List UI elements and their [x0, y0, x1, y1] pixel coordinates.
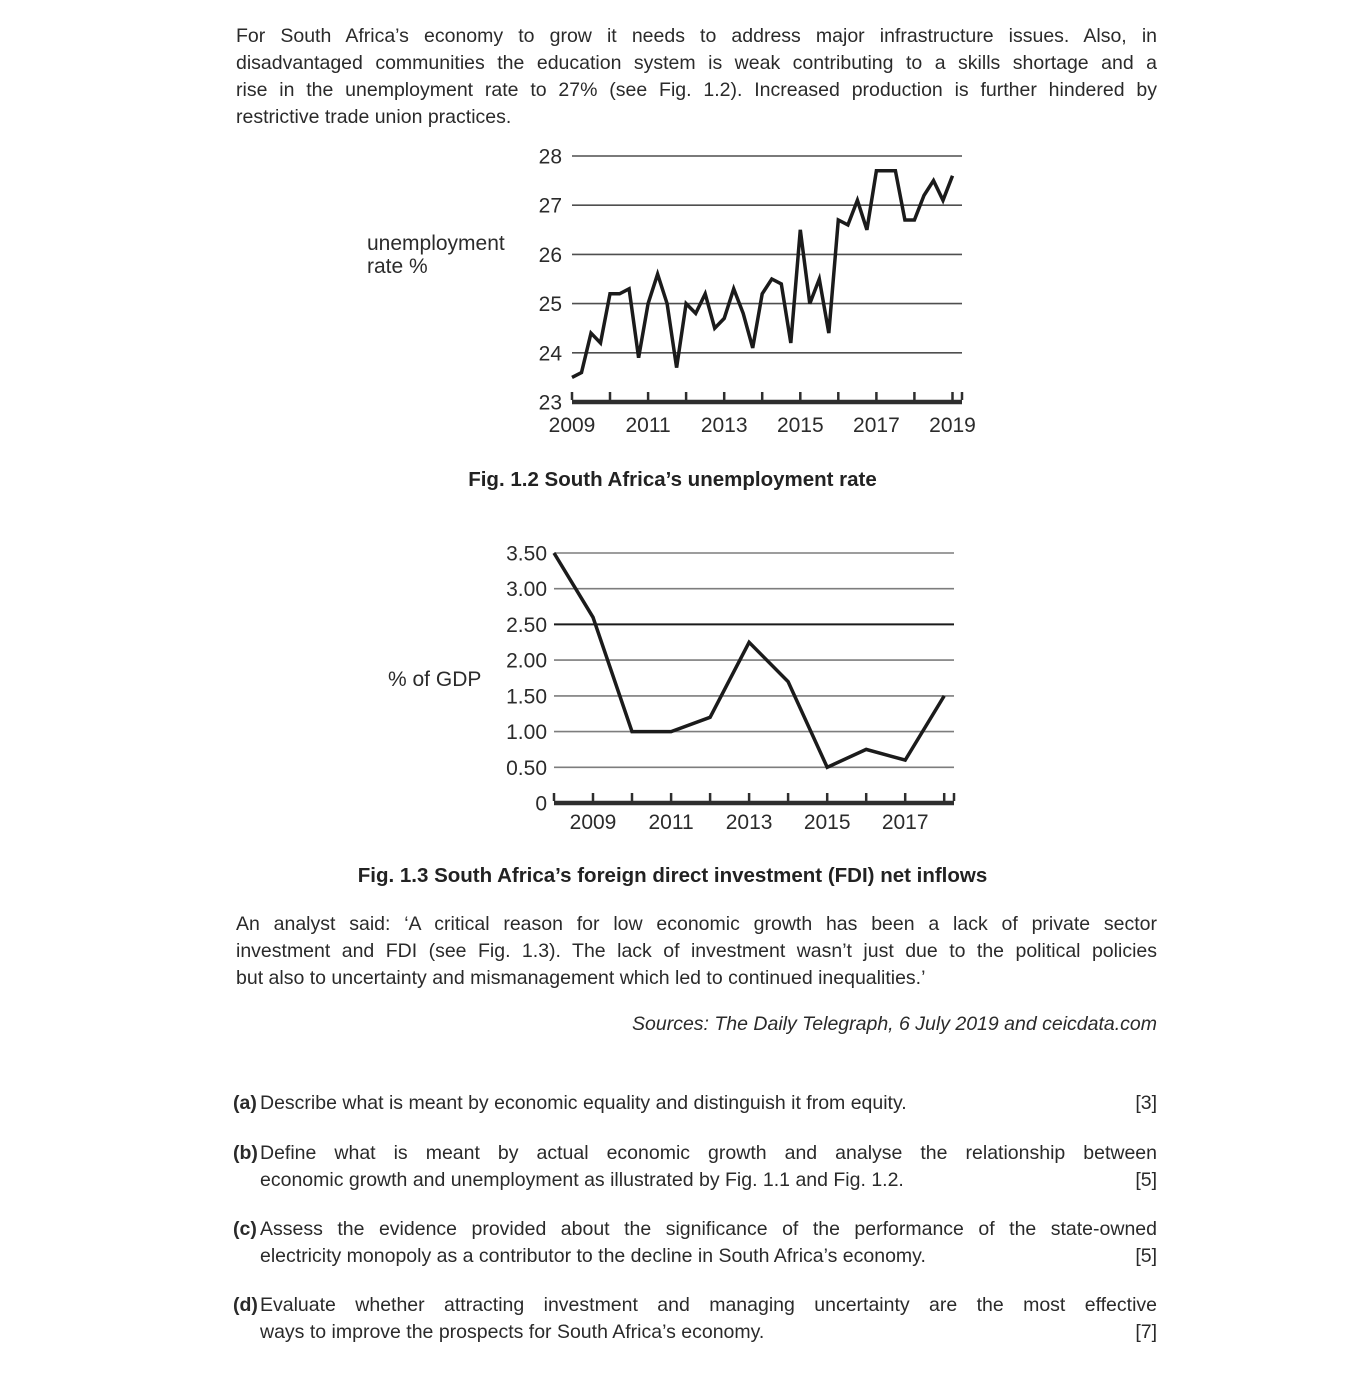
unemployment-rate-line-chart: [350, 140, 980, 450]
svg-text:2015: 2015: [776, 414, 824, 437]
question-mark: [5]: [1135, 1169, 1157, 1191]
svg-text:3.00: 3.00: [506, 578, 547, 602]
question-text: Evaluate whether attracting investment and managing uncertainty are the most effective: [260, 1294, 1157, 1316]
question-a: [233, 1090, 1157, 1117]
intro-paragraph: [236, 23, 1157, 131]
question-text: ways to improve the prospects for South Africa’s economy.: [260, 1321, 765, 1343]
svg-text:23: 23: [538, 391, 562, 415]
paragraph-line: An analyst said: ‘A critical reason for low economic growth has been a lack of private sector: [236, 913, 1157, 935]
svg-text:1.00: 1.00: [506, 721, 547, 745]
svg-text:0.50: 0.50: [506, 756, 547, 780]
question-text: Assess the evidence provided about the significance of the performance of the state-owned: [260, 1218, 1157, 1240]
paragraph-line: For South Africa’s economy to grow it needs to address major infrastructure issues. Also, in: [236, 25, 1157, 47]
svg-text:2.00: 2.00: [506, 649, 547, 673]
question-c: [233, 1216, 1157, 1270]
question-label: (d): [233, 1294, 258, 1316]
paragraph-line: investment and FDI (see Fig. 1.3). The lack of investment wasn’t just due to the political policies: [236, 940, 1157, 962]
question-mark: [3]: [1135, 1092, 1157, 1114]
svg-text:1.50: 1.50: [506, 685, 547, 709]
svg-text:26: 26: [538, 243, 562, 267]
fdi-net-inflows-line-chart: [350, 535, 980, 845]
question-label: (a): [233, 1092, 257, 1114]
svg-text:2015: 2015: [803, 811, 851, 834]
fig-1-2-caption: Fig. 1.2 South Africa’s unemployment rate: [468, 468, 877, 491]
sources-line: Sources: The Daily Telegraph, 6 July 2019 and ceicdata.com: [632, 1013, 1157, 1035]
svg-text:unemployment: unemployment: [367, 232, 505, 255]
fig-1-3-caption: Fig. 1.3 South Africa’s foreign direct investment (FDI) net inflows: [357, 864, 988, 887]
svg-text:28: 28: [538, 145, 562, 169]
paragraph-line: but also to uncertainty and mismanagement which led to continued inequalities.’: [236, 967, 926, 989]
paragraph-line: disadvantaged communities the education system is weak contributing to a skills shortage and a: [236, 52, 1157, 74]
question-text: economic growth and unemployment as illustrated by Fig. 1.1 and Fig. 1.2.: [260, 1169, 904, 1191]
svg-text:2009: 2009: [569, 811, 617, 834]
svg-text:2013: 2013: [700, 414, 748, 437]
svg-text:2011: 2011: [648, 811, 694, 834]
question-text: Describe what is meant by economic equality and distinguish it from equity.: [260, 1092, 907, 1114]
svg-text:24: 24: [538, 342, 562, 366]
svg-text:0: 0: [535, 792, 547, 816]
question-label: (c): [233, 1218, 257, 1240]
question-mark: [7]: [1135, 1321, 1157, 1343]
paragraph-line: restrictive trade union practices.: [236, 106, 512, 128]
svg-text:rate %: rate %: [367, 255, 428, 278]
question-label: (b): [233, 1142, 258, 1164]
svg-text:2011: 2011: [625, 414, 671, 437]
question-text: Define what is meant by actual economic growth and analyse the relationship between: [260, 1142, 1157, 1164]
analyst-paragraph: [236, 911, 1157, 992]
svg-text:% of GDP: % of GDP: [388, 668, 482, 691]
svg-text:2017: 2017: [853, 414, 900, 437]
svg-text:25: 25: [538, 293, 562, 317]
question-b: [233, 1140, 1157, 1194]
question-d: [233, 1292, 1157, 1346]
svg-text:2013: 2013: [725, 811, 773, 834]
svg-text:27: 27: [538, 194, 562, 218]
svg-text:2009: 2009: [548, 414, 596, 437]
paragraph-line: rise in the unemployment rate to 27% (see Fig. 1.2). Increased production is further hindered by: [236, 79, 1157, 101]
svg-text:3.50: 3.50: [506, 542, 547, 566]
svg-text:2.50: 2.50: [506, 613, 547, 637]
question-mark: [5]: [1135, 1245, 1157, 1267]
svg-text:2017: 2017: [881, 811, 929, 834]
question-text: electricity monopoly as a contributor to the decline in South Africa’s economy.: [260, 1245, 926, 1267]
svg-text:2019: 2019: [929, 414, 976, 437]
